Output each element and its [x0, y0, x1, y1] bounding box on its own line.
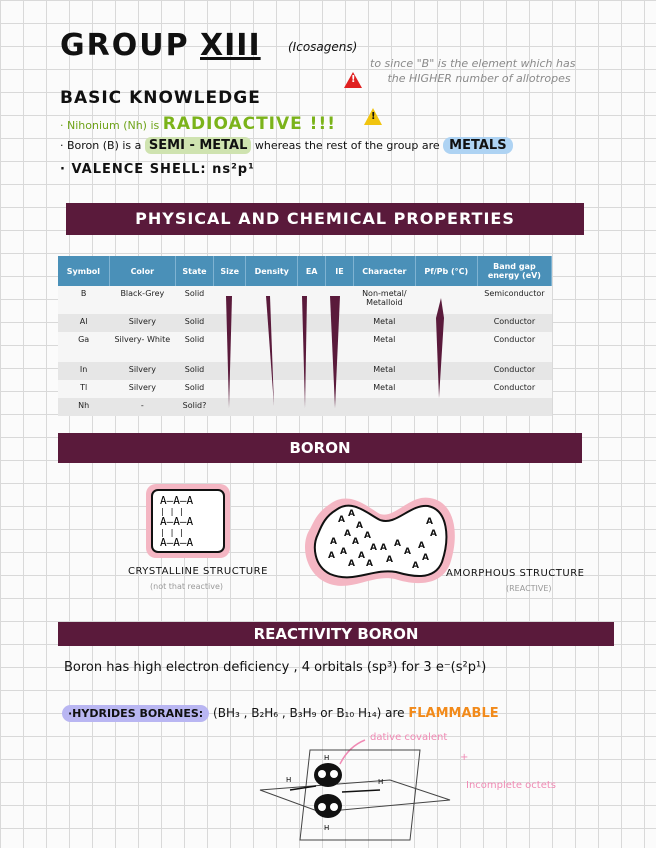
amorphous-atom-letter: A [422, 553, 429, 563]
warning-red-icon [344, 72, 362, 88]
amorphous-atom-letter: A [352, 537, 359, 547]
group-number: XIII [200, 28, 261, 63]
nihonium-line [60, 114, 336, 134]
table-row [58, 332, 552, 362]
amorphous-atom-letter: A [394, 539, 401, 549]
crystal-row: | | | [160, 528, 185, 537]
cell: Silvery [109, 380, 175, 398]
atom-top [330, 770, 338, 778]
bond [342, 790, 380, 792]
diborane-diagram [250, 730, 470, 848]
properties-table [58, 256, 552, 416]
plus-sign: + [460, 752, 469, 763]
h-atom-label: H [286, 776, 292, 784]
cell [326, 362, 354, 380]
cell [214, 314, 246, 332]
amorphous-atom-letter: A [340, 547, 347, 557]
col-symbol: Symbol [58, 256, 109, 286]
cell [246, 398, 298, 416]
amorphous-atom-letter: A [338, 515, 345, 525]
table-row [58, 314, 552, 332]
cell [214, 362, 246, 380]
cell: Silvery [109, 314, 175, 332]
cell: Conductor [477, 332, 551, 362]
plane-vertical [300, 750, 420, 840]
cell: Ga [58, 332, 109, 362]
radioactive-text: RADIOACTIVE !!! [162, 114, 336, 134]
amorphous-atom-letter: A [356, 521, 363, 531]
table-row [58, 380, 552, 398]
cell [246, 362, 298, 380]
amorphous-atom-letter: A [366, 559, 373, 569]
col-state: State [175, 256, 213, 286]
cell [298, 380, 326, 398]
allotrope-note-prefix: to since [370, 57, 414, 70]
group-subtitle: (Icosagens) [288, 40, 358, 54]
cell: Solid [175, 362, 213, 380]
cell: Semiconductor [477, 286, 551, 314]
cell: Conductor [477, 314, 551, 332]
col-color: Color [109, 256, 175, 286]
crystalline-note: (not that reactive) [150, 582, 224, 591]
table-row [58, 398, 552, 416]
cell: Tl [58, 380, 109, 398]
cell: Silvery- White [109, 332, 175, 362]
cell [326, 380, 354, 398]
cell: In [58, 362, 109, 380]
h-atom-label: H [324, 754, 330, 762]
crystal-row: A—A—A [160, 536, 194, 549]
cell [298, 332, 326, 362]
amorphous-structure-diagram [300, 484, 470, 604]
cell: Solid [175, 314, 213, 332]
cell [326, 398, 354, 416]
cell [353, 398, 415, 416]
col-melting: Pf/Pb (°C) [415, 256, 477, 286]
valence-shell-line: · VALENCE SHELL: ns²p¹ [60, 162, 255, 177]
allotrope-note [370, 56, 640, 86]
atom-bottom [330, 803, 338, 811]
cell: B [58, 286, 109, 314]
properties-banner: PHYSICAL AND CHEMICAL PROPERTIES [66, 203, 584, 235]
crystal-row: A—A—A [160, 515, 194, 528]
h-atom-label: H [378, 778, 384, 786]
crystal-row: A—A—A [160, 494, 194, 507]
cell [298, 314, 326, 332]
cell: Silvery [109, 362, 175, 380]
crystal-row: | | | [160, 507, 185, 516]
col-character: Character [353, 256, 415, 286]
allotrope-note-line2: the HIGHER number of allotropes [387, 72, 571, 85]
cell [214, 380, 246, 398]
cell [477, 398, 551, 416]
reactivity-banner: REACTIVITY BORON [58, 622, 614, 646]
cell [298, 398, 326, 416]
cell: Black-Grey [109, 286, 175, 314]
amorphous-atom-letter: A [364, 531, 371, 541]
cell: Al [58, 314, 109, 332]
plane-horizontal [260, 780, 450, 812]
amorphous-atom-letter: A [370, 543, 377, 553]
boron-line [60, 138, 513, 153]
cell [246, 286, 298, 314]
cell: Conductor [477, 380, 551, 398]
cell: Solid [175, 332, 213, 362]
cell: Metal [353, 314, 415, 332]
electron-deficiency-line: Boron has high electron deficiency , 4 orbitals (sp³) for 3 e⁻(s²p¹) [64, 660, 487, 675]
cell [214, 332, 246, 362]
amorphous-atom-letter: A [358, 551, 365, 561]
amorphous-atom-letter: A [348, 509, 355, 519]
atom-top [318, 770, 326, 778]
semi-metal-highlight: SEMI - METAL [145, 137, 251, 154]
boron-text: · Boron (B) is a [60, 139, 142, 152]
boron-banner: BORON [58, 433, 582, 463]
cell [415, 286, 477, 314]
cell: Metal [353, 380, 415, 398]
incomplete-octets-note: Incomplete octets [466, 780, 556, 791]
cell [326, 332, 354, 362]
amorphous-atom-letter: A [412, 561, 419, 571]
amorphous-atom-letter: A [430, 529, 437, 539]
col-size: Size [214, 256, 246, 286]
atom-bottom [318, 803, 326, 811]
cell: Solid [175, 380, 213, 398]
crystalline-structure-diagram [140, 480, 240, 570]
hydrides-highlight: ·HYDRIDES BORANES: [62, 705, 209, 722]
pink-arrow [340, 740, 365, 764]
flammable-text: FLAMMABLE [408, 706, 499, 721]
col-density: Density [246, 256, 298, 286]
amorphous-atom-letter: A [348, 559, 355, 569]
cell [246, 380, 298, 398]
table-header-row [58, 256, 552, 286]
cell: Solid? [175, 398, 213, 416]
cell [326, 314, 354, 332]
cell: Solid [175, 286, 213, 314]
amorphous-atom-letter: A [344, 529, 351, 539]
amorphous-atom-letter: A [386, 555, 393, 565]
warning-yellow-icon [364, 108, 382, 125]
cell [298, 286, 326, 314]
boron-mid-text: whereas the rest of the group are [254, 139, 440, 152]
cell [415, 332, 477, 362]
hydrides-line [62, 706, 499, 721]
amorphous-note: (REACTIVE) [506, 584, 552, 593]
amorphous-atom-letter: A [330, 537, 337, 547]
table-row [58, 362, 552, 380]
dative-note: dative covalent [370, 732, 448, 743]
cell [246, 314, 298, 332]
cell [246, 332, 298, 362]
cell [415, 398, 477, 416]
cell [214, 286, 246, 314]
amorphous-label: AMORPHOUS STRUCTURE [446, 568, 585, 579]
cell [415, 380, 477, 398]
boranes-formula: (BH₃ , B₂H₆ , B₃H₉ or B₁₀ H₁₄) are [213, 706, 405, 720]
amorphous-atom-letter: A [418, 541, 425, 551]
cell: - [109, 398, 175, 416]
nihonium-text: · Nihonium (Nh) is [60, 119, 160, 132]
amorphous-atom-letter: A [404, 547, 411, 557]
amorphous-atom-letter: A [328, 551, 335, 561]
metals-highlight: METALS [443, 137, 512, 154]
cell: Nh [58, 398, 109, 416]
table-row [58, 286, 552, 314]
cell [214, 398, 246, 416]
basic-knowledge-heading: BASIC KNOWLEDGE [60, 88, 261, 108]
col-ie: IE [326, 256, 354, 286]
cell [415, 362, 477, 380]
cell: Metal [353, 362, 415, 380]
crystalline-label: CRYSTALLINE STRUCTURE [128, 566, 268, 577]
cell [415, 314, 477, 332]
cell: Conductor [477, 362, 551, 380]
col-bandgap: Band gap energy (eV) [477, 256, 551, 286]
cell [298, 362, 326, 380]
amorphous-atom-letter: A [426, 517, 433, 527]
cell: Non-metal/ Metalloid [353, 286, 415, 314]
amorphous-atom-letter: A [380, 543, 387, 553]
cell: Metal [353, 332, 415, 362]
allotrope-note-line1: "B" is the element which has [416, 57, 576, 70]
page-title: GROUP [60, 28, 190, 63]
col-ea: EA [298, 256, 326, 286]
cell [326, 286, 354, 314]
h-atom-label: H [324, 824, 330, 832]
